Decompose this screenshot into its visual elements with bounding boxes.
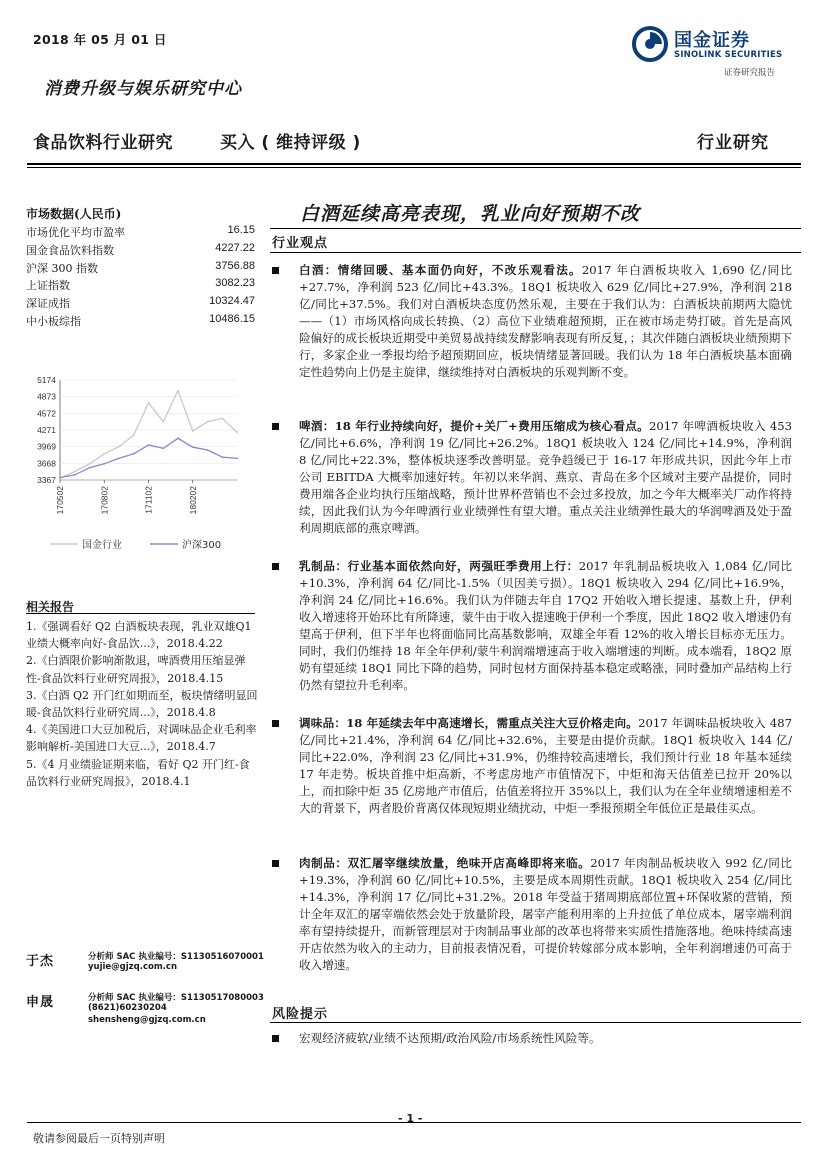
data-point bbox=[177, 390, 179, 392]
y-tick-label: 3367 bbox=[37, 475, 56, 485]
paragraph-meat bbox=[272, 855, 792, 974]
paragraph-text: 2017 年调味品板块收入 487 亿/同比+21.4%，净利润 64 亿/同比+32.6%，主要是由提价贡献。18Q1 板块收入 144 亿/同比+22.0%，净利润 23 亿/同比+31.9%，仍维持较高速增长，我们预计行业 18 年基本延续 17 年走势。板块首推中炬高新，不考虑房地产市值情况下，中炬和海天估值差已拉开 20%以上，而扣除中炬 35 亿房地产市值后，估值差将拉开 35%以上，我们认为在全年业绩增速相差不大的背景下，两者股价背离仅体现短期业绩扰动，中炬一季报预期全年低位正是最佳买点。 bbox=[299, 716, 792, 815]
market-data-label: 中小板综指 bbox=[26, 315, 81, 328]
bullet-icon bbox=[272, 1035, 279, 1042]
related-reports-list bbox=[26, 618, 258, 790]
bullet-icon bbox=[272, 423, 279, 430]
header-divider-thin bbox=[27, 167, 801, 168]
data-point bbox=[236, 458, 238, 460]
disclaimer-note: 敬请参阅最后一页特别声明 bbox=[33, 1132, 165, 1145]
paragraph-text: 2017 年肉制品板块收入 992 亿/同比+19.3%，净利润 60 亿/同比+10.5%，主要是成本周期性贡献。18Q1 板块收入 254 亿/同比+14.3%，净利润 17 亿/同比+31.2%。2018 年受益于猪周期底部位置+环保收紧的营销，预计全年双汇的屠宰端依然会处于放量阶段，屠宰产能利用率的上升拉低了单位成本，屠宰端利润率有望持续提升，而新管理层对于肉制品事业部的改革也将带来实质性措施落地。绝味持续高速开店依然为收入的主动力，目前报表情况看，可提价转嫁部分成本影响，全年利润增速仍可高于收入增速。 bbox=[299, 856, 792, 972]
market-data-title: 市场数据(人民币) bbox=[26, 207, 122, 221]
data-point bbox=[192, 430, 194, 432]
data-point bbox=[74, 471, 76, 473]
data-point bbox=[103, 463, 105, 465]
data-point bbox=[221, 418, 223, 420]
y-tick-label: 5174 bbox=[37, 375, 56, 385]
data-point bbox=[162, 421, 164, 423]
related-report-link[interactable]: 5.《4 月业绩验证期来临，看好 Q2 开门红-食品饮料行业研究周报》，2018.4.1 bbox=[26, 757, 250, 788]
paragraph-condiments bbox=[272, 715, 792, 817]
market-data-value: 10324.47 bbox=[209, 295, 255, 308]
paragraph-risk bbox=[272, 1030, 792, 1047]
section-rule bbox=[270, 252, 801, 253]
analyst-email[interactable]: yujie@gjzq.com.cn bbox=[88, 962, 177, 972]
data-point bbox=[207, 449, 209, 451]
data-point bbox=[177, 437, 179, 439]
header-divider bbox=[27, 163, 801, 165]
data-point bbox=[148, 402, 150, 404]
data-point bbox=[148, 444, 150, 446]
market-data-row bbox=[26, 295, 255, 311]
paragraph-heading: 乳制品：行业基本面依然向好，两强旺季费用上行： bbox=[299, 559, 579, 573]
related-reports-title: 相关报告 bbox=[26, 600, 75, 614]
market-data-label: 上证指数 bbox=[26, 279, 70, 293]
y-tick-label: 4572 bbox=[37, 408, 56, 419]
paragraph-text: 2017 年乳制品板块收入 1,084 亿/同比+10.3%，净利润 64 亿/同比-1.5%（贝因美亏损）。18Q1 板块收入 294 亿/同比+16.9%，净利润 24 亿/同比+16.6%。我们认为伴随去年自 17Q2 开始收入增长提速、基数上升，伊利收入增速将开始环比有所降速，蒙牛由于收入提速晚于伊利一个季度，因此 18Q2 收入增速仍有望高于伊利，但下半年也将面临同比高基数影响，双雄全年看 12%的收入增长目标亦无压力。同时，我们仍维持 18 年全年伊利/蒙牛利润端增速高于收入端增速的判断。成本端看，18Q2 原奶有望延续 18Q1 同比下降的趋势，同时包材方面保持基本稳定或略涨，同时叠加产品结构上行仍然有望拉升毛利率。 bbox=[299, 559, 792, 692]
y-tick-label: 4271 bbox=[37, 424, 56, 435]
y-tick-label: 4873 bbox=[37, 391, 56, 402]
data-point bbox=[89, 467, 91, 469]
data-point bbox=[74, 474, 76, 476]
title-rule bbox=[270, 228, 801, 229]
footer-rule bbox=[27, 1122, 801, 1123]
analyst-license: 分析师 SAC 执业编号：S1130516070001 bbox=[88, 952, 264, 962]
paragraph-text: 2017 年啤酒板块收入 453 亿/同比+6.6%，净利润 19 亿/同比+26.2%。18Q1 板块收入 124 亿/同比+14.9%，净利润 8 亿/同比+22.3%，整体板块逐季改善明显。竞争趋缓已于 16-17 年形成共识，因此今年上市公司 EBITDA 大概率加速好转。年初以来华润、燕京、青岛在多个区域对主要产品提价，同时费用端各企业均执行压缩战略，预计世界杯营销也不会过多投放，加之今年大概率关厂动作将持续，因此我们认为今年啤酒行业业绩弹性有望大增。重点关注业绩弹性最大的华润啤酒及处于盈利周期底部的燕京啤酒。 bbox=[299, 419, 792, 535]
market-data-row bbox=[26, 242, 255, 258]
section-rule bbox=[270, 1022, 801, 1023]
page-number: - 1 - bbox=[398, 1112, 423, 1125]
index-performance-chart bbox=[22, 372, 257, 562]
report-type: 行业研究 bbox=[697, 133, 769, 153]
market-data-value: 3082.23 bbox=[215, 277, 255, 290]
market-data-value: 4227.22 bbox=[215, 241, 255, 254]
paragraph-baijiu bbox=[272, 262, 792, 381]
sinolink-logo-icon bbox=[632, 26, 668, 62]
paragraph-beer bbox=[272, 418, 792, 537]
series-line-0 bbox=[60, 391, 237, 479]
analyst-phone: (8621)60230204 bbox=[88, 1003, 167, 1013]
paragraph-heading: 啤酒：18 年行业持续向好，提价+关厂+费用压缩成为核心看点。 bbox=[299, 419, 650, 433]
data-point bbox=[133, 434, 135, 436]
analyst-name: 申晟 bbox=[26, 995, 55, 1010]
section-heading-risk: 风险提示 bbox=[272, 1007, 329, 1022]
data-point bbox=[103, 453, 105, 455]
data-point bbox=[133, 453, 135, 455]
data-point bbox=[118, 446, 120, 448]
market-data-label: 沪深 300 指数 bbox=[26, 261, 98, 275]
x-tick-label: 170502 bbox=[55, 486, 65, 515]
research-center: 消费升级与娱乐研究中心 bbox=[44, 79, 242, 99]
market-data-value: 10486.15 bbox=[209, 313, 255, 325]
data-point bbox=[236, 431, 238, 433]
market-data-row bbox=[26, 224, 255, 240]
market-data-row bbox=[26, 277, 255, 293]
paragraph-heading: 肉制品：双汇屠宰继续放量，绝味开店高峰即将来临。 bbox=[299, 856, 591, 870]
paragraph-heading: 调味品：18 年延续去年中高速增长，需重点关注大豆价格走向。 bbox=[299, 716, 639, 730]
paragraph-heading: 白酒：情绪回暖、基本面仍向好，不改乐观看法。 bbox=[299, 263, 582, 277]
company-logo bbox=[632, 24, 802, 80]
data-point bbox=[59, 477, 61, 479]
bullet-icon bbox=[272, 860, 279, 867]
legend-label: 国金行业 bbox=[82, 540, 122, 551]
market-data-value: 3756.88 bbox=[215, 259, 255, 272]
risk-text: 宏观经济疲软/业绩不达预期/政治风险/市场系统性风险等。 bbox=[299, 1031, 601, 1045]
related-report-link[interactable]: 3.《白酒 Q2 开门红如期而至，板块情绪明显回暖-食品饮料行业研究周...》，2018.4.8 bbox=[26, 688, 258, 720]
section-heading-view: 行业观点 bbox=[272, 236, 329, 251]
analyst-license: 分析师 SAC 执业编号：S1130517080003 bbox=[88, 993, 264, 1003]
market-data-label: 国金食品饮料指数 bbox=[26, 243, 114, 257]
legend-label: 沪深300 bbox=[182, 540, 222, 551]
x-tick-label: 180202 bbox=[187, 486, 198, 515]
x-tick-label: 171102 bbox=[143, 486, 154, 514]
logo-en-text: SINOLINK SECURITIES bbox=[674, 50, 783, 60]
report-title: 白酒延续高亮表现，乳业向好预期不改 bbox=[300, 203, 641, 225]
related-reports-rule bbox=[26, 613, 255, 614]
x-tick-label: 170802 bbox=[99, 486, 110, 515]
data-point bbox=[207, 421, 209, 423]
bullet-icon bbox=[272, 563, 279, 570]
related-report-link[interactable]: 2.《白酒限价影响渐散退，啤酒费用压缩显弹性-食品饮料行业研究周报》，2018.4.15 bbox=[26, 654, 246, 685]
y-tick-label: 3668 bbox=[37, 458, 56, 469]
rating-label: 买入 ( 维持评级 ) bbox=[220, 133, 361, 153]
related-report-link[interactable]: 4.《美国进口大豆加税后，对调味品企业毛利率影响解析-美国进口大豆...》，2018.4.7 bbox=[26, 723, 257, 754]
market-data-label: 深证成指 bbox=[26, 297, 70, 311]
market-data-value: 16.15 bbox=[227, 224, 255, 236]
report-date: 2018 年 05 月 01 日 bbox=[33, 32, 167, 47]
paragraph-dairy bbox=[272, 558, 792, 694]
data-point bbox=[162, 447, 164, 449]
paragraph-text: 2017 年白酒板块收入 1,690 亿/同比+27.7%，净利润 523 亿/同比+43.3%。18Q1 板块收入 629 亿/同比+27.9%，净利润 218 亿/同比+37.5%。我们对白酒板块态度仍然乐观，主要在于我们认为：白酒板块前期两大隐忧——（1）市场风格向成长转换、（2）高位下业绩难超预期，正在被市场走势打破。首先是高风险偏好的成长板块近期受中美贸易战持续发酵影响表现有所反复，；其次伴随白酒板块业绩预期下行，多家企业一季报均给予超预期回应，板块情绪显著回暖。我们认为 18 年白酒板块基本面确定性趋势向上仍是主旋律，继续维持对白酒板块的乐观判断不变。 bbox=[299, 263, 792, 379]
market-data-row bbox=[26, 313, 255, 329]
bullet-icon bbox=[272, 720, 279, 727]
data-point bbox=[221, 456, 223, 458]
market-data-label: 市场优化平均市盈率 bbox=[26, 226, 125, 239]
y-tick-label: 3969 bbox=[37, 441, 56, 452]
market-data-row bbox=[26, 260, 255, 276]
data-point bbox=[89, 463, 91, 465]
bullet-icon bbox=[272, 267, 279, 274]
analyst-email[interactable]: shensheng@gjzq.com.cn bbox=[88, 1015, 206, 1025]
data-point bbox=[192, 446, 194, 448]
analyst-name: 于杰 bbox=[26, 954, 55, 969]
logo-cn-text: 国金证券 bbox=[674, 30, 750, 51]
industry-name: 食品饮料行业研究 bbox=[33, 133, 173, 153]
logo-subtitle: 证券研究报告 bbox=[724, 68, 776, 78]
data-point bbox=[118, 457, 120, 459]
related-report-link[interactable]: 1.《强调看好 Q2 白酒板块表现，乳业双雄Q1 业绩大概率向好-食品饮...》，2018.4.22 bbox=[26, 620, 252, 651]
